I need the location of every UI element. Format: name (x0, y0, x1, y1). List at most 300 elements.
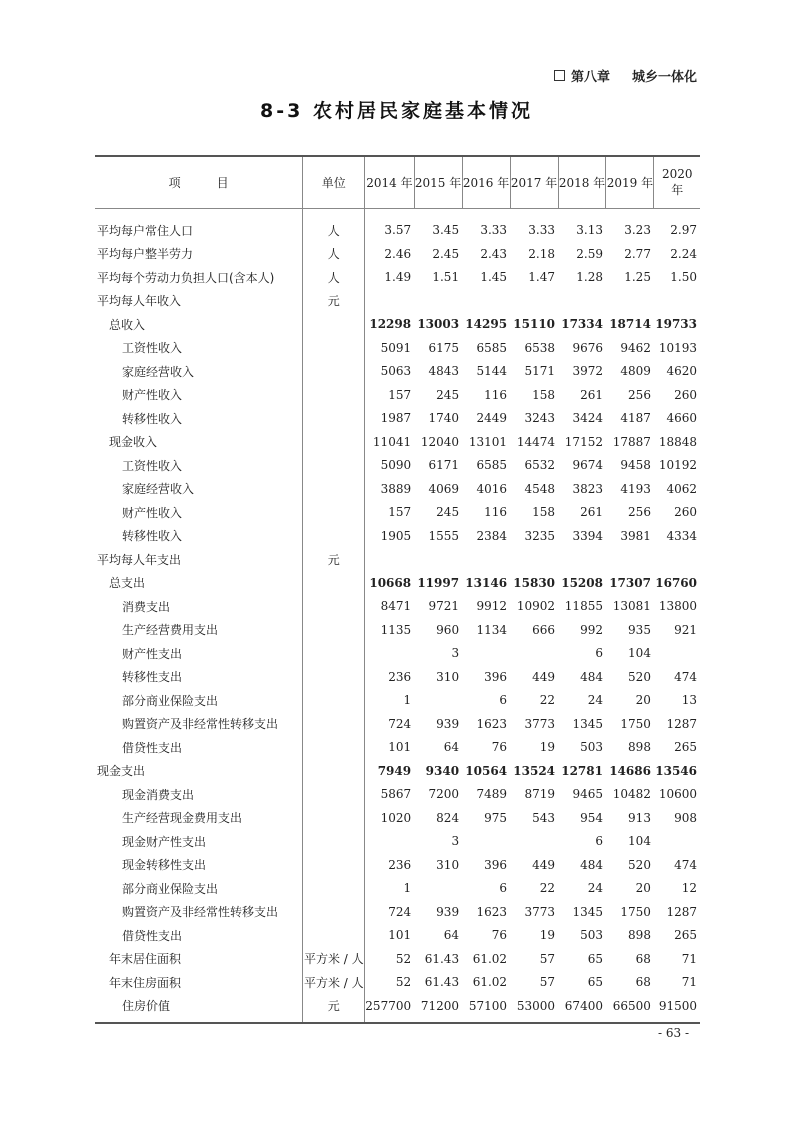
cell-value: 245 (436, 387, 460, 402)
cell-value: 18848 (658, 434, 697, 449)
cell-value: 68 (635, 951, 651, 966)
cell-value: 1135 (380, 622, 412, 637)
cell-value: 10600 (658, 787, 697, 802)
column-header-year: 2016 年 (462, 156, 510, 208)
row-unit (303, 689, 365, 713)
cell-value: 61.02 (472, 975, 508, 990)
cell-value: 960 (436, 622, 460, 637)
cell-value: 261 (580, 505, 603, 520)
row-label: 转移性收入 (122, 411, 183, 426)
cell-value: 14295 (465, 317, 508, 332)
cell-value (558, 289, 606, 313)
table-row (95, 783, 700, 807)
cell-value (558, 548, 606, 572)
cell-value: 2.97 (670, 223, 697, 238)
cell-value: 1.25 (624, 270, 651, 285)
table-row (95, 994, 700, 1023)
cell-value: 76 (491, 928, 508, 943)
square-bullet-icon (554, 70, 565, 81)
column-header-year: 2014 年 (365, 156, 414, 208)
table-row (95, 430, 700, 454)
row-unit (303, 454, 365, 478)
cell-value: 22 (539, 693, 556, 708)
table-row (95, 830, 700, 854)
row-label: 现金财产性支出 (122, 834, 207, 849)
cell-value: 4660 (666, 411, 697, 426)
cell-value: 64 (443, 928, 460, 943)
row-unit (303, 313, 365, 337)
cell-value: 898 (628, 928, 651, 943)
row-label: 总支出 (109, 576, 146, 591)
cell-value: 1.49 (384, 270, 412, 285)
cell-value: 6 (499, 693, 508, 708)
cell-value: 520 (628, 857, 651, 872)
cell-value: 543 (532, 810, 556, 825)
cell-value: 12 (681, 881, 697, 896)
row-unit (303, 712, 365, 736)
cell-value: 16760 (655, 575, 697, 590)
cell-value: 939 (436, 716, 460, 731)
cell-value: 17152 (564, 434, 603, 449)
table-row (95, 242, 700, 266)
cell-value: 91500 (654, 994, 700, 1023)
cell-value: 5171 (524, 364, 556, 379)
table-row (95, 524, 700, 548)
cell-value (365, 642, 414, 666)
cell-value: 2.24 (670, 246, 697, 261)
cell-value: 3 (451, 834, 460, 849)
cell-value: 9462 (620, 340, 651, 355)
row-label: 购置资产及非经常性转移支出 (122, 905, 279, 920)
cell-value: 20 (635, 693, 651, 708)
cell-value: 261 (580, 387, 603, 402)
cell-value: 66500 (606, 994, 654, 1023)
cell-value: 9674 (572, 458, 603, 473)
table-row (95, 689, 700, 713)
cell-value: 158 (532, 505, 556, 520)
cell-value: 310 (436, 857, 460, 872)
cell-value: 6 (595, 646, 603, 661)
row-unit: 元 (303, 548, 365, 572)
column-header-year: 2017 年 (510, 156, 558, 208)
column-header-unit: 单位 (303, 156, 365, 208)
cell-value (510, 548, 558, 572)
cell-value: 13101 (468, 434, 508, 449)
cell-value: 6532 (524, 458, 556, 473)
cell-value: 3.23 (624, 223, 651, 238)
cell-value: 2.43 (480, 246, 508, 261)
cell-value (510, 830, 558, 854)
cell-value: 1750 (620, 904, 651, 919)
row-unit (303, 501, 365, 525)
row-unit: 人 (303, 266, 365, 290)
cell-value (510, 289, 558, 313)
table-row (95, 289, 700, 313)
cell-value: 10564 (465, 763, 508, 778)
cell-value: 68 (635, 975, 651, 990)
cell-value: 3.33 (528, 223, 556, 238)
row-label: 年末居住面积 (109, 952, 182, 967)
cell-value: 6585 (476, 458, 508, 473)
row-label: 住房价值 (95, 994, 303, 1023)
table-row (95, 360, 700, 384)
cell-value: 61.43 (424, 951, 460, 966)
cell-value: 104 (628, 646, 651, 661)
cell-value (462, 830, 510, 854)
cell-value: 8471 (380, 599, 412, 614)
cell-value: 76 (491, 740, 508, 755)
cell-value: 12298 (369, 317, 412, 332)
cell-value: 1555 (428, 528, 460, 543)
cell-value: 4062 (666, 481, 697, 496)
cell-value: 3889 (380, 481, 412, 496)
cell-value: 236 (388, 857, 412, 872)
cell-value: 484 (580, 857, 603, 872)
row-unit (303, 571, 365, 595)
cell-value: 1345 (572, 904, 603, 919)
cell-value: 15208 (561, 575, 603, 590)
cell-value: 1134 (476, 622, 508, 637)
cell-value: 71 (681, 975, 697, 990)
row-unit: 平方米 / 人 (303, 947, 365, 971)
cell-value (414, 689, 462, 713)
row-unit (303, 595, 365, 619)
row-label: 借贷性支出 (122, 740, 183, 755)
cell-value (365, 289, 414, 313)
cell-value (462, 642, 510, 666)
row-unit (303, 336, 365, 360)
table-body (95, 208, 700, 1023)
cell-value: 935 (628, 622, 651, 637)
page-title: 8-3 农村居民家庭基本情况 (260, 100, 533, 122)
row-label: 现金消费支出 (122, 787, 195, 802)
table-row (95, 712, 700, 736)
cell-value: 260 (674, 505, 697, 520)
cell-value (462, 289, 510, 313)
cell-value: 13081 (612, 599, 651, 614)
cell-value: 265 (674, 928, 697, 943)
table-row (95, 477, 700, 501)
table-row (95, 219, 700, 243)
cell-value: 9676 (572, 340, 603, 355)
cell-value: 6175 (428, 340, 460, 355)
table-row (95, 454, 700, 478)
row-label: 部分商业保险支出 (122, 693, 219, 708)
row-label: 工资性收入 (122, 458, 183, 473)
cell-value: 18714 (609, 317, 651, 332)
cell-value: 19733 (655, 317, 697, 332)
cell-value: 3235 (524, 528, 556, 543)
row-unit: 平方米 / 人 (303, 971, 365, 995)
cell-value: 5091 (380, 340, 412, 355)
cell-value: 15830 (513, 575, 556, 590)
cell-value: 3.33 (480, 223, 508, 238)
cell-value: 913 (628, 810, 651, 825)
row-unit: 元 (303, 289, 365, 313)
cell-value: 52 (395, 951, 412, 966)
cell-value: 11997 (417, 575, 460, 590)
cell-value: 57 (539, 951, 556, 966)
cell-value: 10668 (369, 575, 412, 590)
cell-value: 157 (388, 505, 412, 520)
cell-value: 724 (388, 716, 412, 731)
cell-value: 4069 (428, 481, 460, 496)
cell-value (654, 642, 700, 666)
cell-value: 7489 (476, 787, 508, 802)
cell-value (365, 830, 414, 854)
cell-value: 2449 (476, 411, 508, 426)
cell-value: 236 (388, 669, 412, 684)
cell-value: 265 (674, 740, 697, 755)
table-row (95, 571, 700, 595)
cell-value: 260 (674, 387, 697, 402)
row-unit: 人 (303, 242, 365, 266)
cell-value: 257700 (365, 994, 414, 1023)
cell-value (365, 548, 414, 572)
row-unit (303, 524, 365, 548)
cell-value: 1905 (380, 528, 412, 543)
cell-value: 5063 (380, 364, 412, 379)
table-row (95, 971, 700, 995)
cell-value: 3823 (572, 481, 603, 496)
cell-value: 954 (580, 810, 603, 825)
cell-value: 4016 (476, 481, 508, 496)
row-label: 家庭经营收入 (122, 364, 195, 379)
cell-value: 5090 (380, 458, 412, 473)
cell-value: 24 (587, 881, 603, 896)
cell-value: 4187 (620, 411, 651, 426)
row-unit (303, 900, 365, 924)
cell-value: 2.46 (384, 246, 412, 261)
row-label: 部分商业保险支出 (122, 881, 219, 896)
cell-value: 1020 (380, 810, 412, 825)
cell-value (462, 548, 510, 572)
cell-value: 3972 (572, 364, 603, 379)
cell-value: 1987 (380, 411, 412, 426)
cell-value: 3424 (572, 411, 603, 426)
row-label: 现金转移性支出 (122, 858, 207, 873)
cell-value: 12781 (561, 763, 603, 778)
cell-value: 101 (388, 928, 412, 943)
cell-value: 14686 (609, 763, 651, 778)
row-label: 现金收入 (109, 435, 158, 450)
cell-value: 4843 (428, 364, 460, 379)
cell-value: 13146 (465, 575, 508, 590)
cell-value: 11041 (372, 434, 412, 449)
row-unit (303, 877, 365, 901)
cell-value: 6585 (476, 340, 508, 355)
row-unit (303, 853, 365, 877)
cell-value: 57100 (462, 994, 510, 1023)
cell-value: 6 (595, 834, 603, 849)
cell-value: 2.59 (576, 246, 603, 261)
cell-value: 975 (484, 810, 508, 825)
row-unit (303, 477, 365, 501)
cell-value: 71 (681, 951, 697, 966)
cell-value: 9912 (476, 599, 508, 614)
column-header-item: 项 目 (95, 156, 303, 208)
row-label: 购置资产及非经常性转移支出 (122, 717, 279, 732)
chapter-label: 第八章 (570, 70, 610, 85)
cell-value: 1287 (666, 904, 697, 919)
cell-value: 724 (388, 904, 412, 919)
row-unit (303, 736, 365, 760)
cell-value: 24 (587, 693, 603, 708)
row-label: 消费支出 (122, 599, 171, 614)
cell-value: 908 (674, 810, 697, 825)
cell-value: 4334 (666, 528, 697, 543)
cell-value: 520 (628, 669, 651, 684)
cell-value (606, 548, 654, 572)
cell-value: 1.47 (528, 270, 556, 285)
cell-value (654, 289, 700, 313)
cell-value: 1 (403, 881, 412, 896)
row-unit (303, 383, 365, 407)
cell-value: 12040 (420, 434, 460, 449)
cell-value: 53000 (510, 994, 558, 1023)
cell-value: 992 (580, 622, 603, 637)
cell-value: 1345 (572, 716, 603, 731)
cell-value: 1623 (476, 716, 508, 731)
cell-value: 19 (539, 928, 556, 943)
cell-value (654, 830, 700, 854)
cell-value: 6 (499, 881, 508, 896)
cell-value: 1.45 (480, 270, 508, 285)
cell-value: 3 (451, 646, 460, 661)
column-header-year: 2020 年 (654, 156, 700, 208)
cell-value: 61.43 (424, 975, 460, 990)
row-label: 平均每户整半劳力 (97, 247, 194, 262)
row-label: 生产经营现金费用支出 (122, 811, 243, 826)
cell-value: 1287 (666, 716, 697, 731)
cell-value: 256 (628, 387, 651, 402)
table-row (95, 853, 700, 877)
data-table (95, 155, 700, 1024)
cell-value: 3243 (524, 411, 556, 426)
cell-value: 22 (539, 881, 556, 896)
table-row (95, 595, 700, 619)
table-row (95, 383, 700, 407)
row-label: 平均每人年收入 (97, 294, 182, 309)
cell-value: 104 (628, 834, 651, 849)
cell-value: 256 (628, 505, 651, 520)
row-unit: 元 (303, 994, 365, 1023)
cell-value: 2.45 (432, 246, 460, 261)
cell-value: 449 (532, 857, 556, 872)
column-header-year: 2015 年 (414, 156, 462, 208)
table-row (95, 924, 700, 948)
cell-value (606, 289, 654, 313)
cell-value: 52 (395, 975, 412, 990)
row-unit (303, 360, 365, 384)
cell-value: 1623 (476, 904, 508, 919)
cell-value: 13003 (417, 317, 460, 332)
row-label: 财产性收入 (122, 505, 183, 520)
cell-value: 5867 (380, 787, 412, 802)
cell-value: 396 (484, 857, 508, 872)
cell-value: 6171 (428, 458, 460, 473)
cell-value: 474 (674, 857, 697, 872)
cell-value: 67400 (558, 994, 606, 1023)
row-label: 平均每户常住人口 (97, 223, 194, 238)
cell-value (510, 642, 558, 666)
row-label: 总收入 (109, 317, 146, 332)
cell-value: 13524 (513, 763, 556, 778)
cell-value (414, 877, 462, 901)
cell-value: 4620 (666, 364, 697, 379)
row-label: 平均每个劳动力负担人口(含本人) (97, 270, 275, 285)
row-label: 财产性支出 (122, 646, 183, 661)
row-unit (303, 618, 365, 642)
table-row (95, 407, 700, 431)
table-row (95, 266, 700, 290)
cell-value: 1.50 (670, 270, 697, 285)
row-unit (303, 830, 365, 854)
cell-value: 9721 (428, 599, 460, 614)
cell-value: 503 (580, 740, 603, 755)
cell-value: 13800 (658, 599, 697, 614)
table-row (95, 642, 700, 666)
table-row (95, 336, 700, 360)
row-label: 转移性收入 (122, 529, 183, 544)
cell-value: 17887 (612, 434, 651, 449)
cell-value: 157 (388, 387, 412, 402)
table-row (95, 501, 700, 525)
cell-value: 245 (436, 505, 460, 520)
cell-value: 9465 (572, 787, 603, 802)
table-row (95, 618, 700, 642)
cell-value: 474 (674, 669, 697, 684)
row-label: 家庭经营收入 (122, 482, 195, 497)
cell-value: 3.13 (576, 223, 603, 238)
row-unit (303, 407, 365, 431)
table-row (95, 947, 700, 971)
page-number: - 63 - (657, 1026, 689, 1040)
cell-value: 1750 (620, 716, 651, 731)
cell-value: 13 (681, 693, 697, 708)
column-header-year: 2019 年 (606, 156, 654, 208)
cell-value: 10482 (612, 787, 651, 802)
row-label: 工资性收入 (122, 341, 183, 356)
cell-value: 71200 (414, 994, 462, 1023)
cell-value: 61.02 (472, 951, 508, 966)
cell-value: 7200 (428, 787, 460, 802)
header-row (95, 156, 700, 208)
cell-value: 10192 (658, 458, 697, 473)
cell-value: 11855 (564, 599, 603, 614)
cell-value: 449 (532, 669, 556, 684)
cell-value: 2384 (476, 528, 508, 543)
cell-value: 158 (532, 387, 556, 402)
cell-value (414, 289, 462, 313)
cell-value: 20 (635, 881, 651, 896)
table-row (95, 900, 700, 924)
table-row (95, 877, 700, 901)
table-row (95, 736, 700, 760)
row-unit (303, 642, 365, 666)
cell-value: 898 (628, 740, 651, 755)
column-header-year: 2018 年 (558, 156, 606, 208)
row-label: 借贷性支出 (122, 928, 183, 943)
cell-value: 57 (539, 975, 556, 990)
section-label: 城乡一体化 (631, 70, 697, 85)
cell-value: 17334 (561, 317, 603, 332)
cell-value: 503 (580, 928, 603, 943)
row-label: 财产性收入 (122, 388, 183, 403)
cell-value: 3.45 (432, 223, 460, 238)
cell-value: 2.18 (528, 246, 556, 261)
cell-value: 5144 (476, 364, 508, 379)
